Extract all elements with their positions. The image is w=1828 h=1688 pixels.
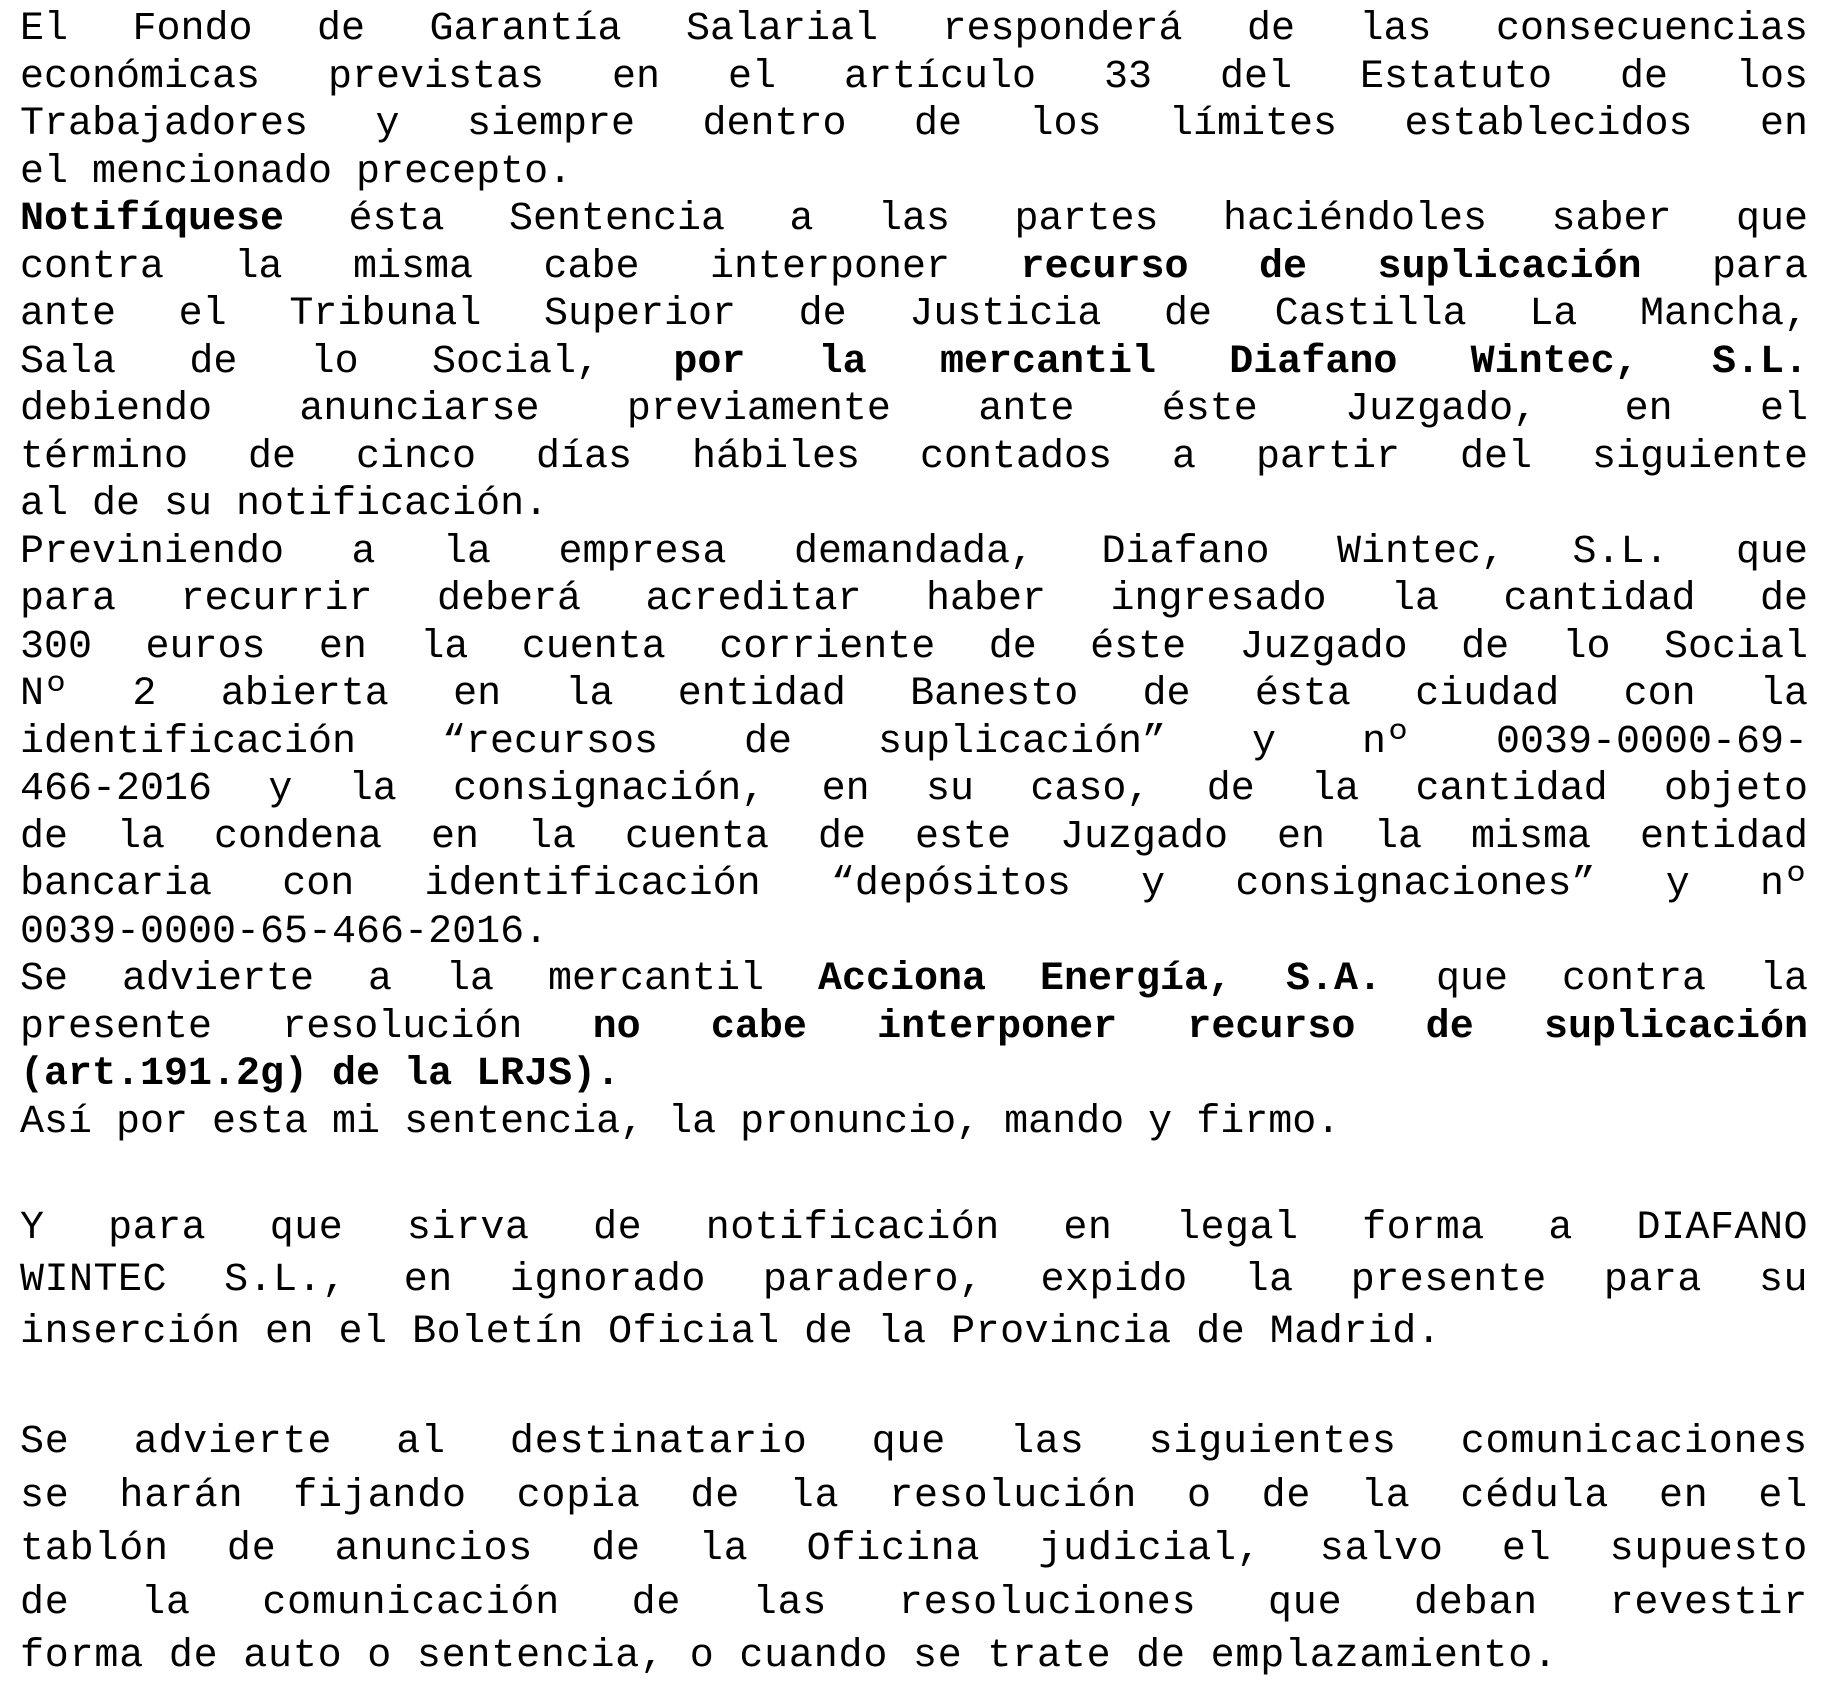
text-line: [20, 719, 1808, 767]
text-run: El Fondo de Garantía Salarial responderá de las consecuencias: [20, 7, 1808, 52]
bold-text: por la mercantil Diafano Wintec, S.L.: [673, 339, 1808, 385]
text-run: al de su notificación.: [20, 482, 549, 527]
paragraph-notifiquese: [20, 196, 1808, 529]
text-line: [20, 386, 1808, 434]
text-run: Trabajadores y siempre dentro de los límites establecidos en: [20, 102, 1808, 147]
text-line: [20, 101, 1808, 149]
text-line: [20, 1051, 1808, 1099]
text-line: WINTEC S.L., en ignorado paradero, expido la presente para su: [20, 1258, 1808, 1303]
text-run: Sala de lo Social,: [20, 339, 674, 385]
text-line: [20, 624, 1808, 672]
text-line: tablón de anuncios de la Oficina judicial, salvo el supuesto: [20, 1527, 1808, 1572]
text-line: de la comunicación de las resoluciones que deban revestir: [20, 1580, 1808, 1626]
text-line: Y para que sirva de notificación en legal forma a DIAFANO: [20, 1206, 1808, 1251]
text-line: [20, 244, 1808, 292]
text-run: 0039-0000-65-466-2016.: [20, 909, 549, 955]
bold-text: (art.191.2g) de la LRJS).: [20, 1052, 621, 1097]
paragraph-previniendo: [20, 529, 1808, 957]
text-line: [20, 54, 1808, 102]
text-run: 300 euros en la cuenta corriente de éste Juzgado de lo Social: [20, 624, 1808, 670]
text-line: [20, 339, 1808, 387]
text-run: Se advierte a la mercantil: [20, 957, 818, 1002]
bold-text: recurso de suplicación: [1020, 244, 1642, 290]
document-page: [20, 6, 1808, 1684]
text-line: [20, 1004, 1808, 1052]
bold-text: Acciona Energía, S.A.: [817, 957, 1383, 1002]
text-run: Previniendo a la empresa demandada, Diafano Wintec, S.L. que: [20, 529, 1808, 575]
paragraph-fogasa: [20, 6, 1808, 196]
text-run: debiendo anunciarse previamente ante éste Juzgado, en el: [20, 387, 1808, 432]
text-line: [20, 6, 1808, 54]
text-run: ésta Sentencia a las partes haciéndoles saber que: [284, 197, 1808, 242]
text-run: para recurrir deberá acreditar haber ingresado la cantidad de: [20, 577, 1808, 622]
paragraph-advierte-acciona: [20, 956, 1808, 1099]
text-run: Así por esta mi sentencia, la pronuncio, mando y firmo.: [20, 1099, 1341, 1145]
text-run: Nº 2 abierta en la entidad Banesto de ésta ciudad con la: [20, 672, 1808, 717]
text-line: [20, 766, 1808, 814]
text-line: [20, 291, 1808, 339]
text-run: que contra la: [1382, 957, 1808, 1002]
text-line: [20, 434, 1808, 482]
text-run: bancaria con identificación “depósitos y consignaciones” y nº: [20, 862, 1808, 907]
text-line: se harán fijando copia de la resolución o de la cédula en el: [20, 1473, 1808, 1519]
text-run: presente resolución: [20, 1004, 593, 1050]
text-line: [20, 481, 1808, 529]
text-run: contra la misma cabe interponer: [20, 244, 1021, 290]
text-line: Se advierte al destinatario que las siguientes comunicaciones: [20, 1420, 1808, 1465]
text-run: identificación “recursos de suplicación” y nº 0039-0000-69-: [20, 719, 1808, 765]
paragraph-asi-por: [20, 1099, 1808, 1147]
text-line: [20, 529, 1808, 577]
text-run: 466-2016 y la consignación, en su caso, de la cantidad objeto: [20, 767, 1808, 812]
text-run: término de cinco días hábiles contados a partir del siguiente: [20, 434, 1808, 480]
text-run: económicas previstas en el artículo 33 del Estatuto de los: [20, 54, 1808, 100]
text-run: ante el Tribunal Superior de Justicia de Castilla La Mancha,: [20, 292, 1808, 337]
bold-text: no cabe interponer recurso de suplicación: [592, 1004, 1808, 1050]
text-run: de la condena en la cuenta de este Juzgado en la misma entidad: [20, 814, 1808, 860]
warning-paragraph: [20, 1416, 1808, 1684]
text-run: para: [1641, 244, 1808, 290]
text-line: [20, 1099, 1808, 1147]
notification-paragraph: [20, 1203, 1808, 1359]
text-line: [20, 576, 1808, 624]
text-run: el mencionado precepto.: [20, 149, 573, 195]
text-line: [20, 861, 1808, 909]
text-line: [20, 814, 1808, 862]
text-line: [20, 671, 1808, 719]
sentence-body: [20, 6, 1808, 1146]
text-line: forma de auto o sentencia, o cuando se trate de emplazamiento.: [20, 1634, 1558, 1679]
text-line: [20, 909, 1808, 957]
bold-text: Notifíquese: [20, 197, 285, 242]
text-line: [20, 956, 1808, 1004]
text-line: [20, 149, 1808, 197]
text-line: [20, 196, 1808, 244]
text-line: inserción en el Boletín Oficial de la Provincia de Madrid.: [20, 1310, 1442, 1355]
